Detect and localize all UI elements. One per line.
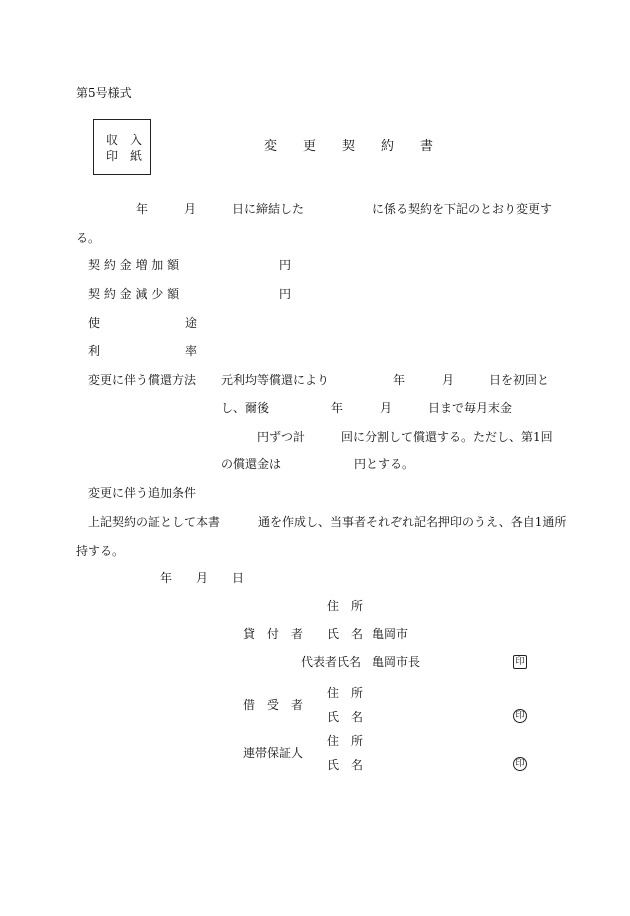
- lender-address-label: 住 所: [327, 599, 364, 613]
- use-label-char1: 使: [88, 316, 101, 330]
- increase-amount-unit: 円: [279, 258, 292, 272]
- closing-line1-end: 通を作成し、当事者それぞれ記名押印のうえ、各自1通所: [258, 515, 567, 529]
- rate-label-char1: 利: [88, 344, 101, 358]
- repayment-line1-year: 年: [393, 373, 406, 387]
- borrower-name-label: 氏 名: [327, 710, 364, 724]
- intro-year: 年: [136, 202, 149, 216]
- intro-day-text: 日に締結した: [232, 202, 305, 216]
- repayment-line2-month: 月: [380, 401, 393, 415]
- stamp-box-line1: 収 入: [106, 133, 143, 147]
- increase-amount-label: 契 約 金 増 加 額: [88, 258, 180, 272]
- date-month: 月: [196, 571, 209, 585]
- guarantor-address-label: 住 所: [327, 734, 364, 748]
- rate-label-char2: 率: [185, 344, 198, 358]
- repayment-line3-text: 円ずつ計: [257, 430, 306, 444]
- intro-continuation: る。: [76, 231, 101, 245]
- borrower-seal-mark: 印: [513, 709, 527, 723]
- lender-name-value: 亀岡市: [372, 627, 409, 641]
- repayment-method-label: 変更に伴う償還方法: [88, 373, 197, 387]
- date-day: 日: [232, 571, 245, 585]
- representative-label: 代表者氏名: [301, 655, 362, 669]
- stamp-box-line2: 印 紙: [106, 149, 143, 163]
- repayment-line1-end: 日を初回と: [489, 373, 550, 387]
- lender-name-label: 氏 名: [327, 627, 364, 641]
- repayment-line1-text: 元利均等償還により: [221, 373, 330, 387]
- form-number: 第5号様式: [76, 86, 132, 100]
- intro-month: 月: [184, 202, 197, 216]
- decrease-amount-unit: 円: [279, 287, 292, 301]
- borrower-label: 借 受 者: [243, 698, 304, 712]
- borrower-address-label: 住 所: [327, 686, 364, 700]
- guarantor-name-label: 氏 名: [327, 758, 364, 772]
- repayment-line2-year: 年: [331, 401, 344, 415]
- revenue-stamp-box: [93, 119, 151, 175]
- repayment-line4-text: の償還金は: [221, 457, 282, 471]
- decrease-amount-label: 契 約 金 減 少 額: [88, 287, 180, 301]
- repayment-line2-text: し、爾後: [221, 401, 270, 415]
- use-label-char2: 途: [185, 316, 198, 330]
- guarantor-label: 連帯保証人: [243, 746, 304, 760]
- repayment-line1-month: 月: [442, 373, 455, 387]
- lender-seal-mark: 印: [513, 655, 527, 669]
- additional-conditions-label: 変更に伴う追加条件: [88, 486, 197, 500]
- lender-label: 貸 付 者: [243, 627, 304, 641]
- repayment-line4-end: 円とする。: [354, 457, 415, 471]
- guarantor-seal-mark: 印: [513, 757, 527, 771]
- document-title: 変 更 契 約 書: [264, 139, 434, 154]
- repayment-line3-end: 回に分割して償還する。ただし、第1回: [341, 430, 553, 444]
- closing-line2: 持する。: [76, 544, 125, 558]
- representative-name: 亀岡市長: [372, 655, 421, 669]
- intro-contract-text: に係る契約を下記のとおり変更す: [372, 202, 553, 216]
- date-year: 年: [160, 571, 173, 585]
- closing-line1-text: 上記契約の証として本書: [88, 515, 221, 529]
- repayment-line2-end: 日まで毎月末金: [428, 401, 513, 415]
